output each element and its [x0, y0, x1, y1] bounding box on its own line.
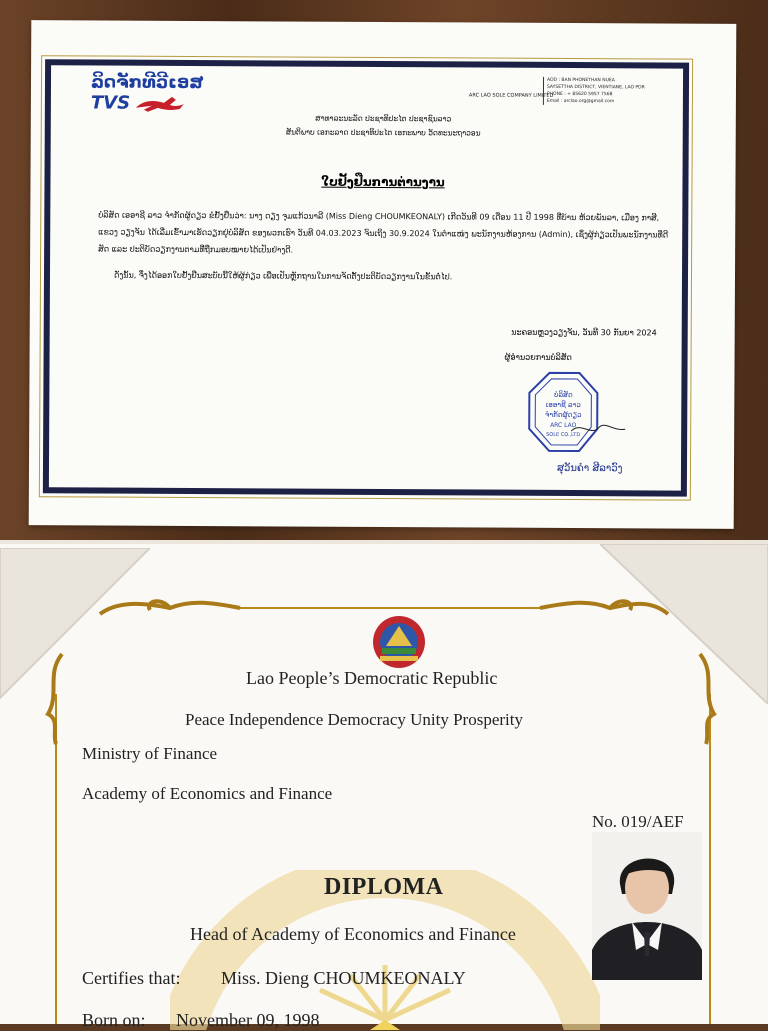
diploma-title: DIPLOMA [324, 874, 444, 900]
address-line: ADD : BAN PHONETHAN NUEA [547, 77, 615, 84]
born-date: November 09, 1998 [176, 1010, 320, 1030]
national-motto-line-1: ສາທາລະນະລັດ ປະຊາທິປະໄຕ ປະຊາຊົນລາວ [315, 113, 452, 124]
country-name: Lao People’s Democratic Republic [246, 668, 498, 688]
certificate-title: ໃບຢັ້ງຢືນການຕ່ານງານ [321, 174, 445, 190]
signer-name: ສຸວັນຄຳ ສີລາວົງ [556, 462, 623, 475]
issuer-line: Head of Academy of Economics and Finance [190, 924, 516, 944]
address-line: PHONE : + 85620 5957 7568 [546, 91, 613, 98]
address-line: SAYSETTHA DISTRICT, VIENTIANE, LAO PDR [546, 84, 645, 91]
born-label: Born on: [82, 1010, 146, 1030]
seal-watermark-text [200, 988, 214, 989]
academy-name: Academy of Economics and Finance [82, 784, 333, 803]
holder-portrait-photo [592, 832, 702, 980]
ornament-left [100, 601, 240, 614]
stamp-line: ຈຳກັດຜູ້ດຽວ [544, 410, 582, 420]
certificate-paragraph-1: ບໍລິສັດ ເອອາຊີ ລາວ ຈຳກັດຜູ້ດຽວ ຂໍຢັ້ງຢືນວ່າ: ນາງ ດຽງ ຈຸມແກ້ວນາລີ (Miss Dieng CHOUMKEONALY) ເກີດວັນທີ 09 ເດືອນ 11 ປີ 1998 ທີ່ບ້ານ ຫ້ວຍພັນລາ, ເມືອງ ກາສີ, ແຂວງ ວຽງຈັນ ໄດ້ເລີ່ມເຂົ້າມາເຮັດວຽກຢູ່ບໍລິສັດ ຂອງພວກເຮົາ ວັນທີ 04.03.2023 ຈົນເຖິງ 30.9.2024 ໃນຕຳແໜ່ງ ພະນັກງານຫ້ອງການ (Admin), ເຊິ່ງຜູ້ກ່ຽວເປັນພະນັກງານທີ່ດີສັດ ແລະ ປະຕິບັດວຽກງານຕາມທີ່ຖືກມອບໝາຍໄດ້ເປັນຢ່າງດີ. [98, 210, 669, 255]
stamp-line: ARC LAO [550, 421, 577, 430]
address-line: Email : arclao.org@gmail.com [546, 98, 615, 105]
company-stamp [501, 371, 632, 471]
company-logo [91, 72, 203, 114]
diploma-photo [0, 540, 768, 1030]
ornament-right-vertical [700, 654, 714, 744]
stamp-line: SOLE CO.,LTD [546, 431, 581, 439]
certifies-label: Certifies that: [82, 968, 181, 988]
diploma-number: No. 019/AEF [592, 812, 684, 831]
national-motto-line-2: ສັນຕິພາບ ເອກະລາດ ປະຊາທິປະໄຕ ເອກະພາບ ວັດທະນະຖາວອນ [285, 127, 481, 138]
diploma-sheet [0, 544, 768, 1030]
national-emblem-icon [366, 614, 432, 670]
logo-tvs-text: TVS [90, 92, 131, 114]
work-certificate-sheet [29, 20, 737, 529]
national-motto: Peace Independence Democracy Unity Prosperity [185, 710, 523, 729]
company-name: ARC LAO SOLE COMPANY LIMITED [468, 92, 554, 99]
signer-title: ຜູ້ອຳນວຍການບໍລິສັດ [504, 352, 572, 362]
logo-lao-text: ລິດຈັກທີວີເອສ [90, 72, 204, 94]
ministry-name: Ministry of Finance [82, 744, 218, 763]
company-address [543, 77, 667, 106]
stamp-line: ເອອາຊີ ລາວ [545, 400, 581, 410]
certificate-paragraph-2: ດັ່ງນັ້ນ, ຈຶ່ງໄດ້ອອກໃບຢັ້ງຢືນສະບັບນີ້ໃຫ້ຜູ້ກ່ຽວ ເພື່ອເປັນຫຼັກຖານໃນການຈັດຕັ້ງປະຕິບັດວຽກງານໃນຂັ້ນຕໍ່ໄປ. [113, 270, 453, 282]
stamp-line: ບໍລິສັດ [554, 390, 573, 399]
ornament-right [540, 601, 668, 614]
horse-icon [134, 93, 186, 113]
issue-date: ນະຄອນຫຼວງວຽງຈັນ, ວັນທີ 30 ກັນຍາ 2024 [511, 327, 657, 338]
ornament-left-vertical [48, 654, 62, 744]
holder-name: Miss. Dieng CHOUMKEONALY [221, 968, 466, 988]
